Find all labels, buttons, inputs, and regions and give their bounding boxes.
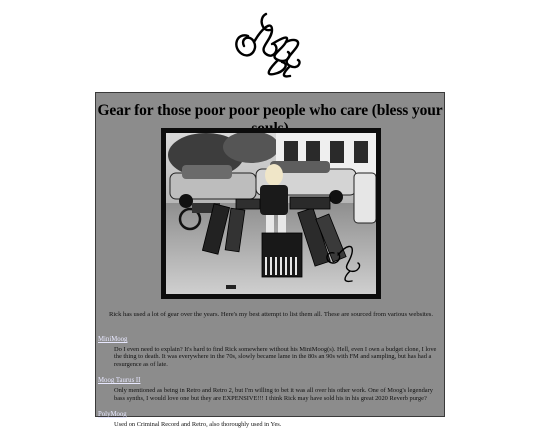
- gear-item-minimoog: [98, 328, 440, 368]
- page-title: Gear for those poor poor people who care (bless your: [97, 102, 443, 119]
- gear-description-moog-taurus-ii: Only mentioned as being in Retro and Retro 2, but I'm willing to bet it was all over his other work. One of Moog's legendary bass synths, I would love one but they are EXPENSIVE!!! I think Rick may have sold his in his great 2020 Reverb purge?: [114, 387, 433, 402]
- photo-rick-with-keyboards-icon: [166, 133, 376, 294]
- gear-panel: [95, 92, 445, 429]
- intro-text: Rick has used a lot of gear over the years. Here's my best attempt to list them all. These are sourced from various websites.: [108, 311, 434, 318]
- gear-link-moog-taurus-ii[interactable]: Moog Taurus II: [98, 377, 141, 385]
- gear-item-moog-taurus-ii: [98, 369, 440, 402]
- signature-logo: [228, 8, 310, 80]
- gear-link-minimoog[interactable]: MiniMoog: [98, 336, 128, 343]
- gear-description-polymoog: Used on Criminal Record and Retro, also thoroughly used in Yes.: [114, 421, 282, 429]
- gear-list: [98, 328, 440, 429]
- gear-item-polymoog: [98, 403, 440, 428]
- signature-logo-icon: [228, 8, 310, 80]
- gear-link-polymoog[interactable]: PolyMoog: [98, 411, 127, 419]
- gear-description-minimoog: Do I even need to explain? It's hard to find Rick somewhere without his MiniMoog(s). Hell, even I own a budget clone, I love the thing to death. It was everywhere in the 70s, slowly became lame in the 80s an 90s with FM and sampling, but has had a resurgence as of late.: [114, 346, 437, 368]
- photo-frame: [161, 128, 381, 299]
